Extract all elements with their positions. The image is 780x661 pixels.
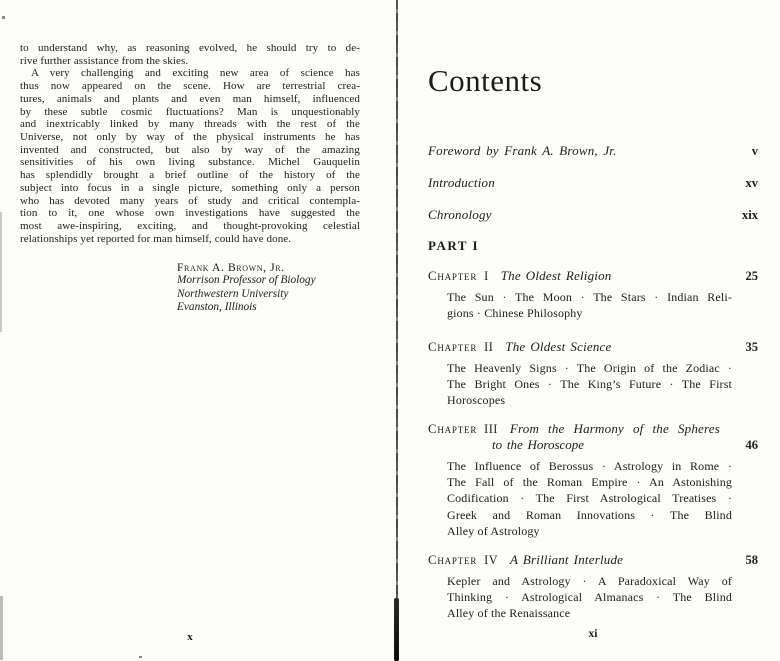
chapter-label: Chapter	[428, 340, 478, 354]
page-number-left: x	[187, 631, 193, 643]
text-line: relationships yet reported for man himself, could have done.	[20, 232, 292, 245]
text-line: A very challenging and exciting new area of science has	[31, 67, 360, 80]
signature-name: Frank A. Brown, Jr.	[177, 261, 285, 274]
foreword-body-text	[20, 42, 360, 246]
chapter-subtopics	[447, 458, 732, 539]
chapter-heading	[428, 421, 758, 437]
text-line: The Heavenly Signs · The Origin of the Zodiac ·	[447, 361, 732, 375]
text-line: tion to it, one whose own investigations have suggested the	[20, 207, 360, 220]
contents-title: Contents	[428, 63, 543, 98]
text-line: to understand why, as reasoning evolved, he should try to de-	[20, 42, 360, 54]
text-line: Horoscopes	[447, 393, 506, 408]
chapter-entry-1	[428, 268, 758, 321]
toc-page-number: xix	[742, 208, 758, 222]
chapter-page-number: 46	[745, 438, 758, 452]
text-line: Alley of Astrology	[447, 523, 540, 538]
text-line: thus now appeared on the scene. How are terrestrial crea-	[20, 80, 360, 93]
text-line: and inextricably linked by many threads with the rest of the	[20, 118, 360, 131]
chapter-title: The Oldest Religion	[500, 268, 612, 283]
chapter-heading-line2	[428, 437, 758, 453]
chapter-numeral: IV	[484, 553, 499, 567]
scan-speck	[2, 16, 5, 19]
toc-page-number: v	[751, 144, 758, 158]
signature-location: Evanston, Illinois	[177, 301, 257, 314]
text-line: Kepler and Astrology · A Paradoxical Way of	[447, 574, 732, 588]
toc-row-introduction	[428, 175, 758, 191]
chapter-subtopics	[447, 360, 732, 409]
chapter-numeral: II	[484, 340, 494, 354]
text-line: sensitivities of his own living substance. Michel Gauquelin	[20, 156, 360, 169]
toc-row-foreword	[428, 143, 758, 159]
chapter-numeral: I	[484, 269, 489, 283]
chapter-heading	[428, 552, 758, 568]
text-line: who has devoted many years of study and critical contempla-	[20, 194, 360, 207]
text-line: Alley of the Renaissance	[447, 606, 571, 621]
chapter-subtopics	[447, 573, 732, 622]
chapter-title-line1: From the Harmony of the Spheres	[509, 421, 720, 436]
chapter-heading	[428, 339, 758, 355]
text-line: has splendidly brought a brief outline of the history of the	[20, 169, 360, 182]
text-line: Codification · The First Astrological Treatises ·	[447, 491, 732, 506]
chapter-title-line2: to the Horoscope	[492, 437, 585, 452]
text-line: rive further assistance from the skies.	[20, 54, 189, 67]
signature-title: Morrison Professor of Biology	[177, 274, 316, 287]
toc-label: Foreword by Frank A. Brown, Jr.	[428, 143, 617, 158]
text-line: Universe, not only by way of the physical instruments he has	[20, 131, 360, 144]
chapter-page-number: 58	[745, 553, 758, 567]
page-gutter-line	[396, 0, 398, 661]
text-line: by these subtle cosmic fluctuations? Man is unquestionably	[20, 105, 360, 118]
text-line: The Fall of the Roman Empire · An Astonishing	[447, 475, 732, 490]
text-line: The Influence of Berossus · Astrology in Rome ·	[447, 459, 732, 473]
chapter-entry-2	[428, 339, 758, 409]
chapter-heading	[428, 268, 758, 284]
text-line: Thinking · Astrological Almanacs · The Blind	[447, 590, 732, 605]
scan-speck	[0, 212, 2, 332]
scan-speck	[0, 596, 3, 660]
text-line: The Bright Ones · The King’s Future · The First	[447, 377, 732, 392]
chapter-label: Chapter	[428, 553, 478, 567]
toc-row-chronology	[428, 207, 758, 223]
chapter-subtopics	[447, 289, 732, 321]
toc-label: Introduction	[428, 175, 495, 190]
chapter-label: Chapter	[428, 422, 478, 436]
toc-label: Chronology	[428, 207, 492, 222]
text-line: tures, animals and plants and even man himself, influenced	[20, 92, 360, 105]
text-line: invented and constructed, but also by way of the amazing	[20, 143, 360, 156]
text-line: The Sun · The Moon · The Stars · Indian Reli-	[447, 290, 732, 304]
chapter-entry-3	[428, 421, 758, 539]
text-line: subject into focus in a single picture, something only a person	[20, 181, 360, 194]
page-gutter-shadow	[394, 598, 399, 661]
scan-speck	[139, 656, 142, 658]
signature-block	[177, 261, 316, 315]
chapter-page-number: 25	[745, 269, 758, 283]
chapter-title: A Brilliant Interlude	[510, 552, 624, 567]
page-number-right: xi	[588, 628, 598, 640]
chapter-title: The Oldest Science	[505, 339, 612, 354]
text-line: gions · Chinese Philosophy	[447, 306, 583, 321]
signature-institution: Northwestern University	[177, 287, 289, 300]
text-line: Greek and Roman Innovations · The Blind	[447, 507, 732, 522]
chapter-page-number: 35	[745, 340, 758, 354]
toc-page-number: xv	[745, 176, 758, 190]
text-line: most awe-inspiring, exciting, and thought-provoking celestial	[20, 220, 360, 233]
chapter-entry-4	[428, 552, 758, 622]
chapter-label: Chapter	[428, 269, 478, 283]
part-label: PART I	[428, 238, 480, 253]
chapter-numeral: III	[484, 422, 498, 436]
